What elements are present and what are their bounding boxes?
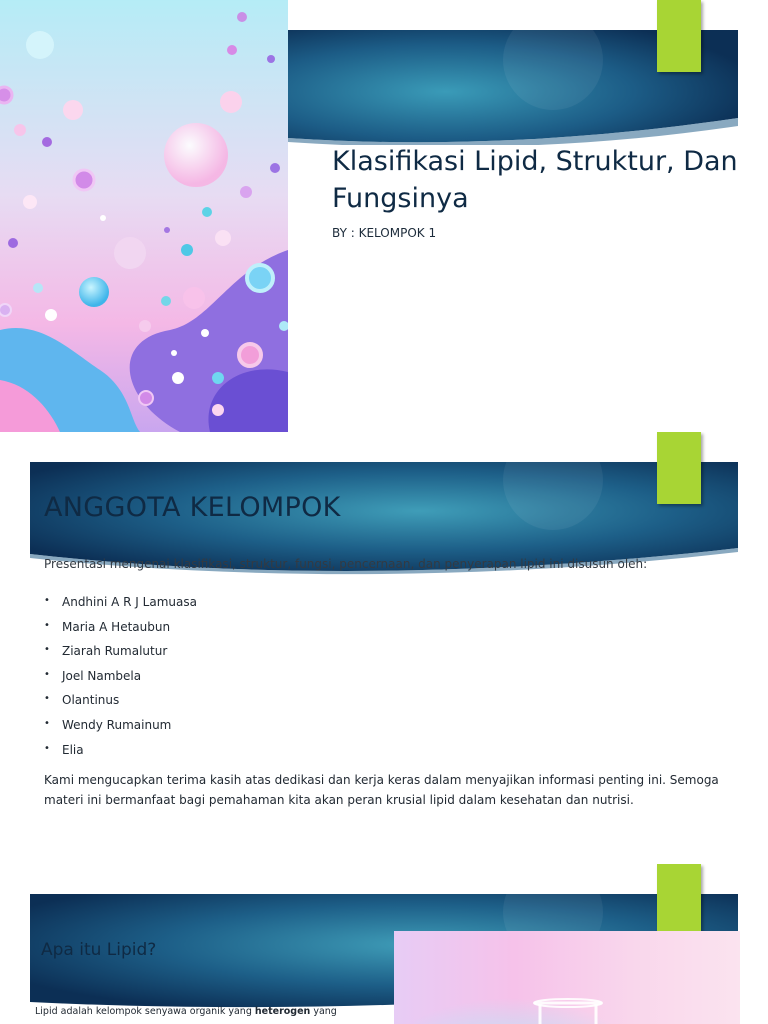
- bullet-icon: •: [44, 717, 50, 729]
- intro-text: Presentasi mengenai klasifikasi, struktur, fungsi, pencernaan, dan penyerapan lipid ini disusun oleh:: [44, 557, 648, 571]
- bullet-icon: •: [44, 619, 50, 631]
- bullet-icon: •: [44, 644, 50, 656]
- accent-bar: [657, 0, 701, 72]
- member-list: [44, 590, 197, 762]
- accent-bar: [657, 864, 701, 936]
- list-item: • Ziarah Rumalutur: [44, 639, 197, 664]
- list-item: • Andhini A R J Lamuasa: [44, 590, 197, 615]
- presentation-subtitle: BY : KELOMPOK 1: [332, 226, 437, 240]
- bullet-icon: •: [44, 693, 50, 705]
- list-item: • Joel Nambela: [44, 664, 197, 689]
- list-item: • Maria A Hetaubun: [44, 615, 197, 640]
- slide-title: ANGGOTA KELOMPOK: [44, 492, 341, 523]
- bullet-icon: •: [44, 668, 50, 680]
- lab-flask-image: [394, 931, 740, 1024]
- molecule-illustration: [0, 0, 288, 432]
- title-slide: [0, 0, 768, 432]
- accent-bar: [657, 432, 701, 504]
- bullet-icon: •: [44, 595, 50, 606]
- slide-title: Apa itu Lipid?: [41, 940, 157, 960]
- list-item: • Elia: [44, 738, 197, 763]
- bullet-icon: •: [44, 742, 50, 754]
- body-text: Lipid adalah kelompok senyawa organik yang heterogen yang: [35, 1006, 337, 1017]
- closing-text: Kami mengucapkan terima kasih atas dedikasi dan kerja keras dalam menyajikan informasi penting ini. Semoga materi ini bermanfaat bagi pemahaman kita akan peran krusial lipid dalam kesehatan dan nutrisi.: [44, 773, 719, 807]
- list-item: • Olantinus: [44, 688, 197, 713]
- lipid-definition-slide: [0, 864, 768, 1024]
- members-slide: [0, 432, 768, 864]
- presentation-title: Klasifikasi Lipid, Struktur, Dan Fungsinya: [332, 146, 738, 214]
- list-item: • Wendy Rumainum: [44, 713, 197, 738]
